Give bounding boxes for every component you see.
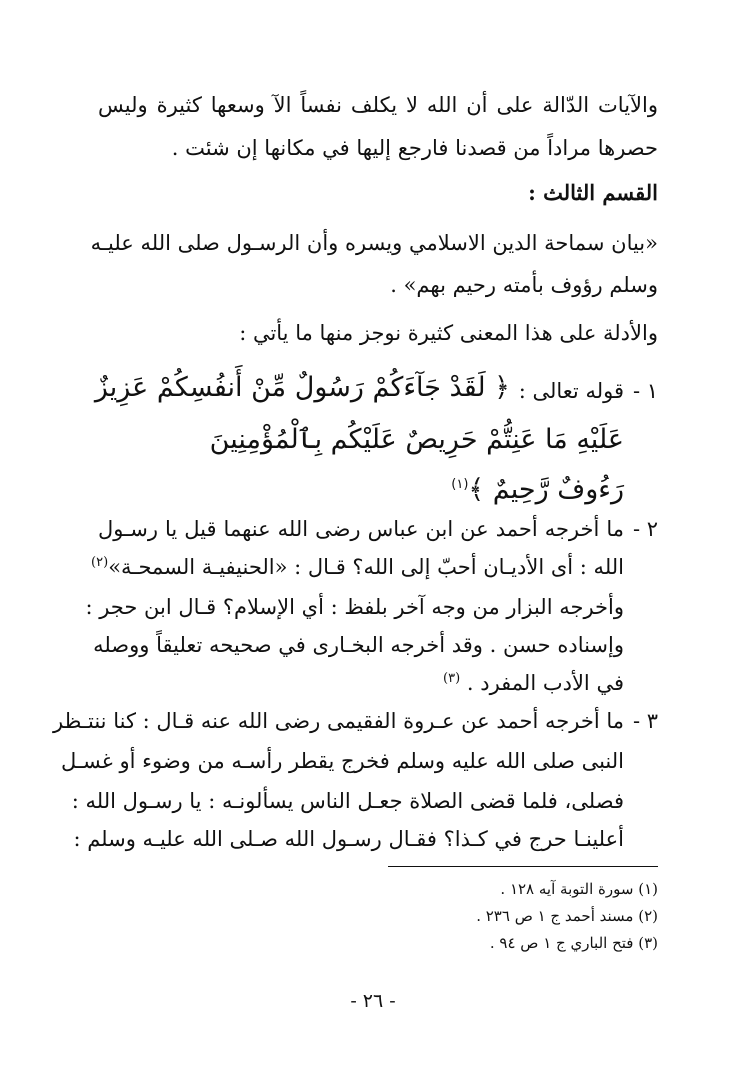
item-2-line-5 [98, 668, 624, 698]
item-2-line-5-text: في الأدب المفرد . [466, 671, 624, 695]
section-heading: القسم الثالث : [528, 180, 658, 205]
item-2-line-4: وإسناده حسن . وقد أخرجه البخـارى في صحيحه تعليقاً ووصله [93, 633, 624, 657]
item-1-lead: قوله تعالى : [518, 379, 624, 403]
paragraph-1-line-2: حصرها مراداً من قصدنا فارجع إليها في مكانها إن شئت . [171, 136, 658, 160]
quran-verse-line-3 [451, 470, 624, 510]
footnote-divider [388, 866, 658, 867]
item-3-number: ٣ - [632, 709, 658, 733]
section-intro-line-2: وسلم رؤوف بأمته رحيم بهم» . [390, 273, 658, 297]
item-1-number: ١ - [632, 379, 658, 403]
footnote-ref-1: (١) [451, 477, 469, 492]
footnote-ref-3: (٣) [443, 671, 461, 686]
section-intro-line-1: «بيان سماحة الدين الاسلامي ويسره وأن الرسـول صلى الله عليـه [90, 231, 658, 255]
item-3-line-1: ما أخرجه أحمد عن عـروة الفقيمى رضى الله عنه قـال : كنا ننتـظر [53, 709, 624, 733]
paragraph-1-line-1: والآيات الدّالة على أن الله لا يكلف نفساً الآ وسعها كثيرة وليس [98, 93, 658, 117]
footnote-ref-2: (٢) [91, 555, 109, 570]
item-3-line-4: أعلينـا حرج في كـذا؟ فقـال رسـول الله صـلى الله عليـه وسلم : [73, 827, 624, 851]
item-2-line-1: ما أخرجه أحمد عن ابن عباس رضى الله عنهما قيل يا رسـول [98, 517, 624, 541]
item-2-line-2 [91, 552, 624, 582]
quran-verse-line-2: عَلَيْهِ مَا عَنِتُّمْ حَرِيصٌ عَلَيْكُم بِٱلْمُؤْمِنِينَ [209, 424, 624, 455]
evidence-intro: والأدلة على هذا المعنى كثيرة نوجز منها ما يأتي : [239, 321, 658, 345]
footnote-2: (٢) مسند أحمد ج ١ ص ٢٣٦ . [476, 907, 658, 925]
quran-verse-line-3-text: رَءُوفٌ رَّحِيمٌ ﴾ [468, 474, 624, 505]
item-3-line-3: فصلى، فلما قضى الصلاة جعـل الناس يسألونـه : يا رسـول الله : [71, 789, 624, 813]
item-2-number: ٢ - [632, 517, 658, 541]
footnote-3: (٣) فتح الباري ج ١ ص ٩٤ . [489, 934, 658, 952]
item-3-line-2: النبى صلى الله عليه وسلم فخرج يقطر رأسـه من وضوء أو غسـل [61, 749, 624, 773]
item-2-line-2-text: الله : أى الأديـان أحبّ إلى الله؟ قـال : «الحنيفيـة السمحـة» [108, 555, 624, 579]
quran-verse-line-1: ﴿ لَقَدْ جَآءَكُمْ رَسُولٌ مِّنْ أَنفُسِكُمْ عَزِيزٌ [94, 372, 510, 403]
page-number: - ٢٦ - [350, 990, 396, 1012]
item-2-line-3: وأخرجه البزار من وجه آخر بلفظ : أي الإسلام؟ قـال ابن حجر : [85, 595, 624, 619]
footnote-1: (١) سورة التوبة آيه ١٢٨ . [500, 880, 658, 898]
